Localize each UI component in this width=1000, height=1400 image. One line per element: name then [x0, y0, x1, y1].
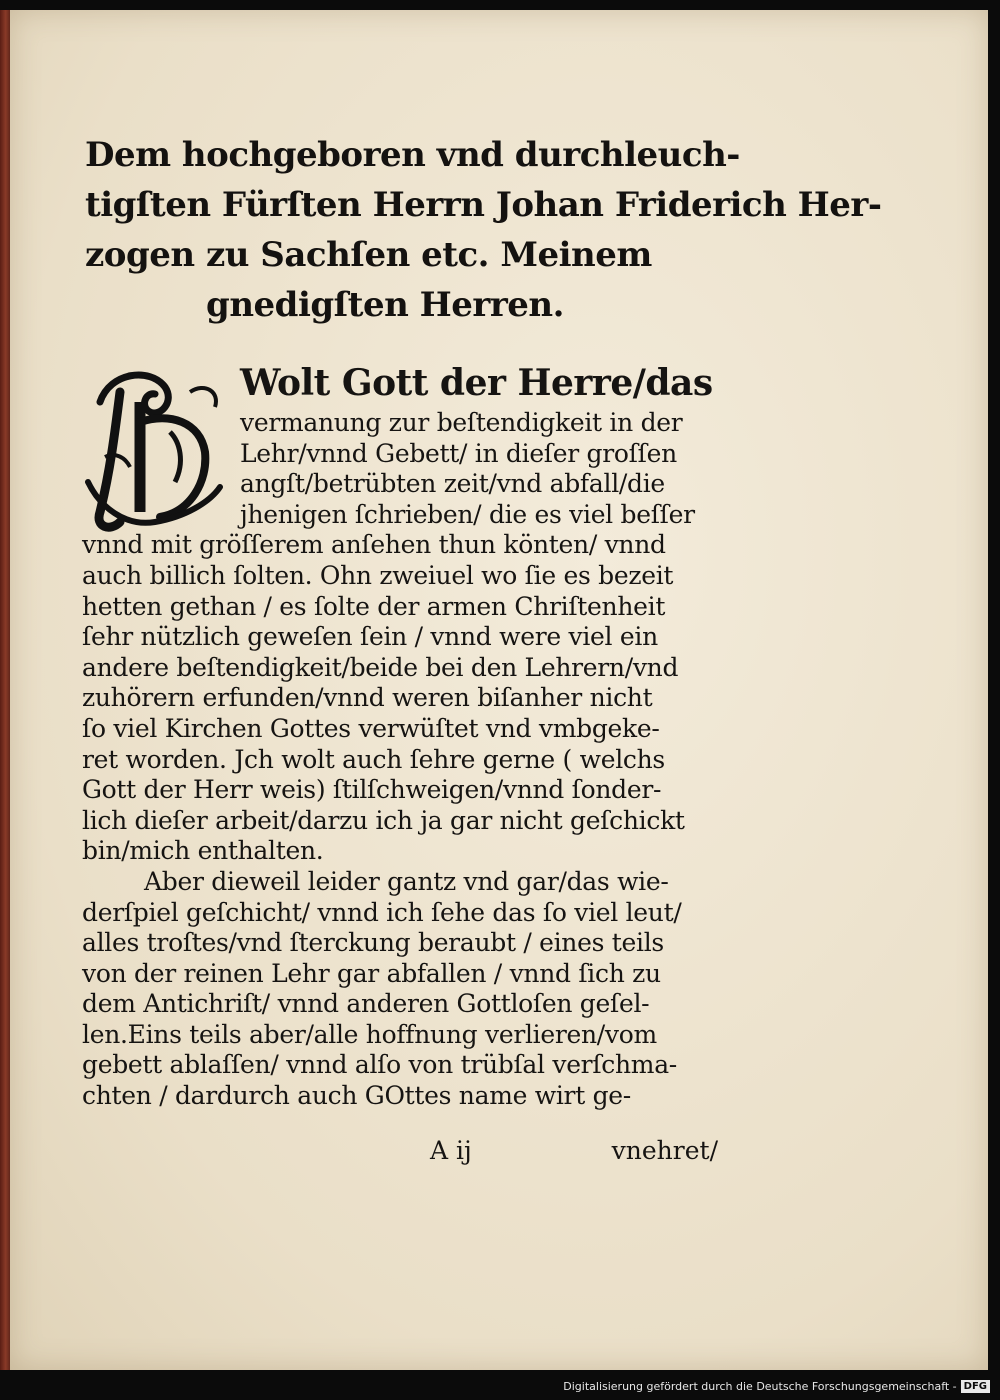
body-line: bin/mich enthalten.	[82, 836, 324, 866]
body-line: gebett ablaſſen/ vnnd alſo von trübſal verſchma-	[82, 1050, 677, 1080]
body-line: Lehr/vnnd Gebett/ in dieſer groſſen	[240, 438, 677, 468]
dfg-logo-icon: DFG	[961, 1380, 990, 1393]
body-line: dem Antichriſt/ vnnd anderen Gottloſen geſel-	[82, 989, 650, 1019]
heading-line: tigſten Fürſten Herrn Johan Friderich Her-	[85, 185, 882, 225]
body-line: vermanung zur beſtendigkeit in der	[240, 408, 683, 437]
dedication-heading	[85, 130, 882, 330]
body-line: lich dieſer arbeit/darzu ich ja gar nicht geſchickt	[82, 805, 685, 835]
body-text	[82, 358, 722, 1112]
body-line: derſpiel geſchicht/ vnnd ich ſehe das ſo viel leut/	[82, 897, 682, 927]
body-line: zuhörern erfunden/vnnd weren biſanher nicht	[82, 683, 653, 713]
body-line: hetten gethan / es ſolte der armen Chriſtenheit	[82, 591, 666, 621]
heading-line: Dem hochgeboren vnd durchleuch-	[85, 135, 740, 175]
body-line: auch billich ſolten. Ohn zweiuel wo ſie es bezeit	[82, 560, 674, 590]
credit-text: Digitalisierung gefördert durch die Deutsche Forschungsgemeinschaft -	[563, 1379, 957, 1393]
body-line: andere beſtendigkeit/beide bei den Lehrern/vnd	[82, 652, 679, 682]
body-line: ſo viel Kirchen Gottes verwüſtet vnd vmbgeke-	[82, 713, 660, 743]
heading-line: gnedigſten Herren.	[206, 285, 564, 325]
body-line: alles troſtes/vnd ſterckung beraubt / eines teils	[82, 928, 664, 958]
body-line: von der reinen Lehr gar abfallen / vnnd ſich zu	[82, 958, 661, 988]
body-line: Wolt Gott der Herre/das	[240, 362, 713, 404]
digitization-credit	[563, 1378, 990, 1394]
body-line: ret worden. Jch wolt auch ſehre gerne ( welchs	[82, 744, 665, 774]
heading-line: zogen zu Sachſen etc. Meinem	[85, 235, 652, 275]
signature-mark: A ij	[430, 1136, 472, 1165]
body-line: jhenigen ſchrieben/ die es viel beſſer	[240, 499, 695, 529]
body-line: chten / dardurch auch GOttes name wirt ge-	[82, 1081, 631, 1111]
body-line: Aber dieweil leider gantz vnd gar/das wie-	[144, 866, 669, 896]
body-line: ſehr nützlich geweſen ſein / vnnd were viel ein	[82, 622, 658, 652]
body-line: Gott der Herr weis) ſtilſchweigen/vnnd ſonder-	[82, 775, 662, 805]
body-line: vnnd mit gröſſerem anſehen thun könten/ vnnd	[82, 530, 666, 560]
body-line: len.Eins teils aber/alle hoffnung verlieren/vom	[82, 1019, 657, 1049]
catchword: vnehret/	[611, 1136, 718, 1165]
body-line: angſt/betrübten zeit/vnd abfall/die	[240, 469, 665, 499]
page-footer-line	[82, 1136, 718, 1168]
